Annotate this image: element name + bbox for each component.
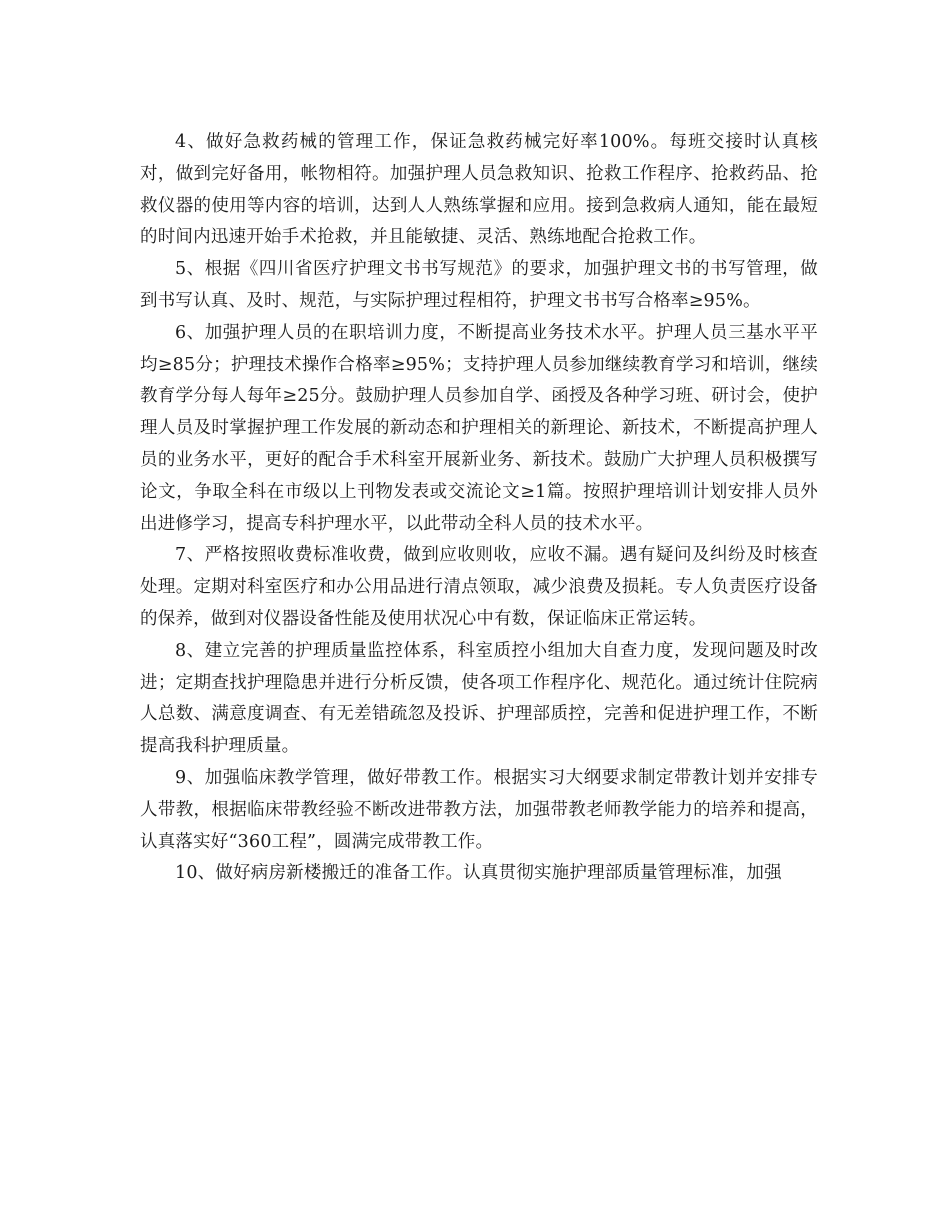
paragraph-item-6: 6、加强护理人员的在职培训力度，不断提高业务技术水平。护理人员三基水平平均≥85分；护理技术操作合格率≥95%；支持护理人员参加继续教育学习和培训，继续教育学分每人每年≥25分。鼓励护理人员参加自学、函授及各种学习班、研讨会，使护理人员及时掌握护理工作发展的新动态和护理相关的新理论、新技术，不断提高护理人员的业务水平，更好的配合手术科室开展新业务、新技术。鼓励广大护理人员积极撰写论文，争取全科在市级以上刊物发表或交流论文≥1篇。按照护理培训计划安排人员外出进修学习，提高专科护理水平，以此带动全科人员的技术水平。 — [140, 322, 818, 534]
document-body — [140, 127, 818, 890]
paragraph-item-4: 4、做好急救药械的管理工作，保证急救药械完好率100%。每班交接时认真核对，做到完好备用，帐物相符。加强护理人员急救知识、抢救工作程序、抢救药品、抢救仪器的使用等内容的培训，达到人人熟练掌握和应用。接到急救病人通知，能在最短的时间内迅速开始手术抢救，并且能敏捷、灵活、熟练地配合抢救工作。 — [140, 132, 818, 248]
paragraph-item-10: 10、做好病房新楼搬迁的准备工作。认真贯彻实施护理部质量管理标准，加强 — [175, 863, 782, 884]
paragraph-item-5: 5、根据《四川省医疗护理文书书写规范》的要求，加强护理文书的书写管理，做到书写认真、及时、规范，与实际护理过程相符，护理文书书写合格率≥95%。 — [140, 259, 818, 311]
paragraph-item-7: 7、严格按照收费标准收费，做到应收则收，应收不漏。遇有疑问及纠纷及时核查处理。定期对科室医疗和办公用品进行清点领取，减少浪费及损耗。专人负责医疗设备的保养，做到对仪器设备性能及使用状况心中有数，保证临床正常运转。 — [140, 545, 818, 629]
paragraph-item-8: 8、建立完善的护理质量监控体系，科室质控小组加大自查力度，发现问题及时改进；定期查找护理隐患并进行分析反馈，使各项工作程序化、规范化。通过统计住院病人总数、满意度调查、有无差错疏忽及投诉、护理部质控，完善和促进护理工作，不断提高我科护理质量。 — [140, 640, 818, 757]
paragraph-item-9: 9、加强临床教学管理，做好带教工作。根据实习大纲要求制定带教计划并安排专人带教，根据临床带教经验不断改进带教方法，加强带教老师教学能力的培养和提高，认真落实好“360工程”，圆满完成带教工作。 — [140, 767, 818, 852]
